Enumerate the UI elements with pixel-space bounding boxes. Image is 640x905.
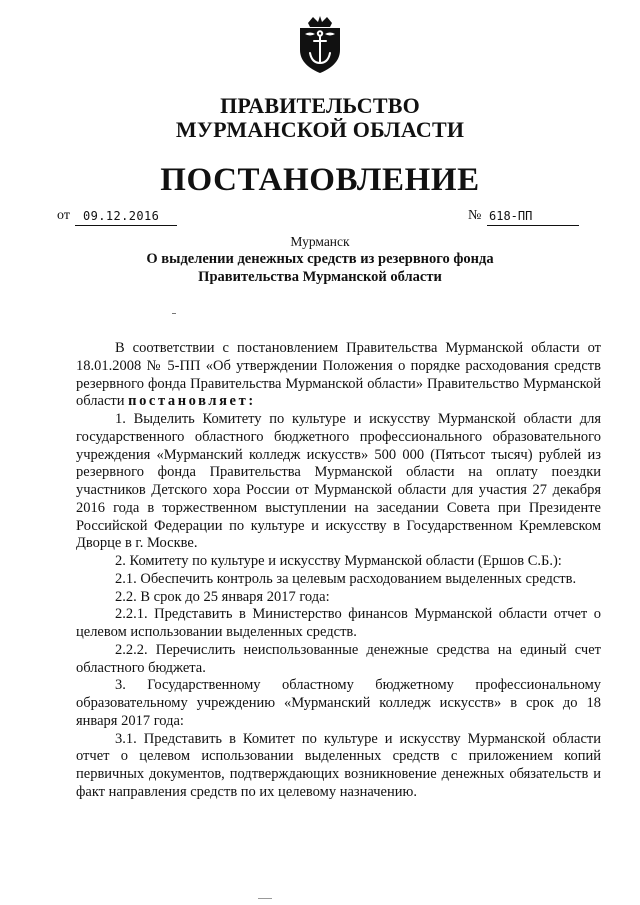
item-2-2: 2.2. В срок до 25 января 2017 года: [115,588,330,605]
resolution-body [76,340,601,802]
item-2-2-2: 2.2.2. Перечислить неиспользованные денежные средства на единый счет областного бюджета. [76,641,601,676]
document-title-line1: О выделении денежных средств из резервного фонда [146,251,494,267]
number-label: № [468,208,482,223]
murmansk-region-coat-of-arms-icon [296,14,344,74]
item-3-1: 3.1. Представить в Комитет по культуре и искусству Мурманской области отчет о целевом использовании выделенных средств с приложением копий первичных документов, подтверждающих возникновение денежных обязательств и факт направления средств по их целевому назначению. [76,730,601,800]
preamble-paragraph [76,340,601,411]
item-2-1: 2.1. Обеспечить контроль за целевым расходованием выделенных средств. [115,570,577,587]
item-1: 1. Выделить Комитету по культуре и искусству Мурманской области для государственного областного бюджетного профессионального образовательного учреждения «Мурманский колледж искусств» 500 000 (Пятьсот тысяч) рублей из резервного фонда Правительства Мурманской области на оплату поездки участников Детского хора России от Мурманской области для участия 27 декабря 2016 года в торжественном выступлении на заседании Совета при Президенте Российской Федерации по культуре и искусству в Государственном Кремлевском Дворце в г. Москве. [76,411,601,552]
scan-speck [172,313,176,314]
document-number: 618-ПП [487,207,579,226]
date-label: от [57,208,70,223]
document-date: 09.12.2016 [75,207,177,226]
item-2-2-1: 2.2.1. Представить в Министерство финансов Мурманской области отчет о целевом использовании выделенных средств. [76,606,601,640]
page-bottom-mark [258,898,272,899]
government-name-line2: МУРМАНСКОЙ ОБЛАСТИ [175,117,465,142]
item-2: 2. Комитету по культуре и искусству Мурманской области (Ершов С.Б.): [115,553,562,569]
preamble-text: В соответствии с постановлением Правительства Мурманской области от 18.01.2008 № 5-ПП «Об утверждении Положения о порядке расходования средств резервного фонда Правительства Мурманской области» Правительство Мурманской области [76,340,601,410]
document-title-line2: Правительства Мурманской области [198,269,442,285]
city-name: Мурманск [290,234,350,249]
resolves-word: постановляет: [128,393,256,410]
government-name-line1: ПРАВИТЕЛЬСТВО [220,93,420,118]
document-type-heading: ПОСТАНОВЛЕНИЕ [160,162,480,198]
item-3: 3. Государственному областному бюджетному профессиональному образовательному учреждению «Мурманский колледж искусств» в срок до 18 января 2017 года: [76,677,601,729]
